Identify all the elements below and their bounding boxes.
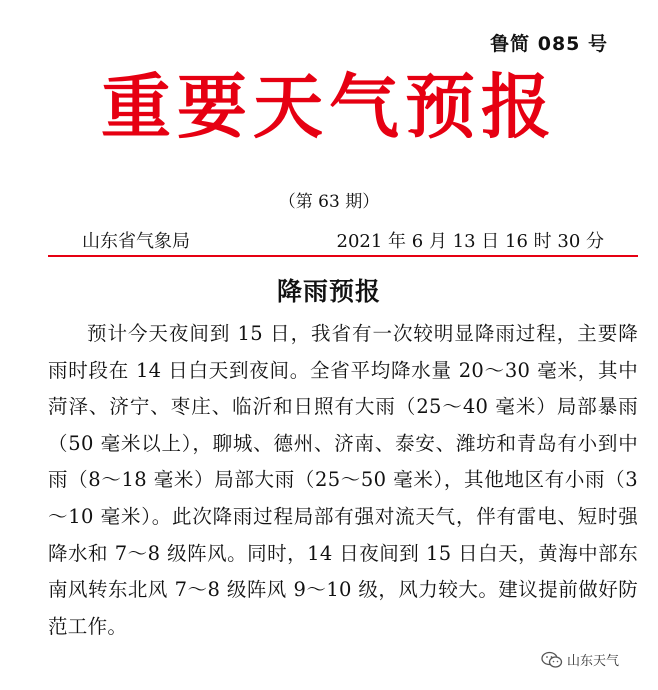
watermark-label: 山东天气 xyxy=(567,654,620,669)
wechat-watermark xyxy=(541,650,619,669)
issue-date: 2021 年 6 月 13 日 16 时 30 分 xyxy=(336,231,604,252)
article-body: 预计今天夜间到 15 日，我省有一次较明显降雨过程，主要降雨时段在 14 日白天到夜间。全省平均降水量 20～30 毫米，其中菏泽、济宁、枣庄、临沂和日照有大雨（25～40 毫米）局部暴雨（50 毫米以上），聊城、德州、济南、泰安、潍坊和青岛有小到中雨（8～18 毫米）局部大雨（25～50 毫米），其他地区有小雨（3～10 毫米）。此次降雨过程局部有强对流天气，伴有雷电、短时强降水和 7～8 级阵风。同时，14 日夜间到 15 日白天，黄海中部东南风转东北风 7～8 级阵风 9～10 级，风力较大。建议提前做好防范工作。 xyxy=(48,322,638,638)
masthead-title: 重要天气预报 xyxy=(101,65,557,148)
article-title: 降雨预报 xyxy=(276,277,381,306)
issuer-name: 山东省气象局 xyxy=(82,231,190,252)
header-divider xyxy=(48,255,638,257)
issue-number: （第 63 期） xyxy=(278,192,380,212)
wechat-icon xyxy=(541,651,563,669)
document-number: 鲁简 085 号 xyxy=(490,33,608,55)
